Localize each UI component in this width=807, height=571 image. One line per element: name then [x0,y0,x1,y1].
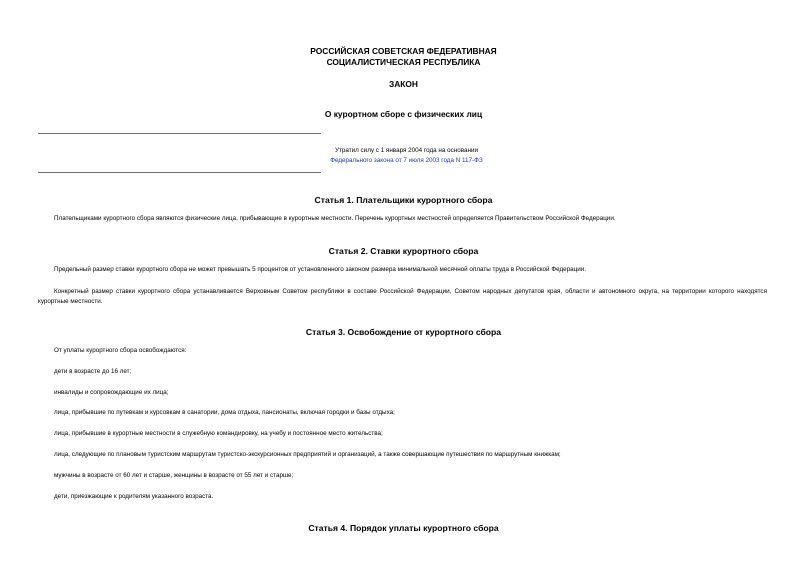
list-item: дети, приезжающие к родителям указанного возраста. [54,493,214,500]
divider-bottom [38,172,321,173]
list-item: дети в возрасте до 16 лет; [54,368,132,375]
article-1-heading: Статья 1. Плательщики курортного сбора [314,195,493,205]
list-item: лица, прибывшие в курортные местности в служебную командировку, на учебу и постоянное место жительства; [54,430,383,437]
document-type: ЗАКОН [389,79,418,89]
status-note [310,146,503,166]
document-title: О курортном сборе с физических лиц [324,109,483,119]
article-2-paragraph-2: Конкретный размер ставки курортного сбора устанавливается Верховным Советом республики в составе Российской Федерации, Советом народных депутатов края, области и автономного округа, на территории которого находятся курортные местности. [38,288,767,305]
header-line-1: РОССИЙСКАЯ СОВЕТСКАЯ ФЕДЕРАТИВНАЯ [310,46,497,56]
header-line-2: СОЦИАЛИСТИЧЕСКАЯ РЕСПУБЛИКА [326,57,481,67]
list-item: мужчины в возрасте от 60 лет и старше, женщины в возрасте от 55 лет и старше; [54,472,294,479]
status-note-text: Утратил силу с 1 января 2004 года на основании [334,147,479,154]
article-1-paragraph: Плательщиками курортного сбора являются физические лица, прибывающие в курортные местности. Перечень курортных местностей определяется Правительством Российской Федерации. [54,215,616,222]
article-3-heading: Статья 3. Освобождение от курортного сбора [305,327,502,337]
article-3-intro: От уплаты курортного сбора освобождаются: [54,347,187,354]
article-2-heading: Статья 2. Ставки курортного сбора [328,246,479,256]
article-2-paragraph-1: Предельный размер ставки курортного сбора не может превышать 5 процентов от установленного законом размера минимальной месячной оплаты труда в Российской Федерации. [54,266,587,273]
list-item: лица, прибывшие по путевкам и курсовкам в санатории, дома отдыха, пансионаты, включая городки и базы отдыха; [54,409,395,416]
divider-top [38,133,321,134]
article-4-heading: Статья 4. Порядок уплаты курортного сбора [308,523,499,533]
list-item: инвалиды и сопровождающие их лица; [54,389,169,396]
list-item: лица, следующие по плановым туристским маршрутам туристско-экскурсионных предприятий и организаций, а также совершающие путешествия по маршрутным книжкам; [54,451,561,458]
status-note-link[interactable]: Федерального закона от 7 июля 2003 года N 117-ФЗ [330,157,483,164]
